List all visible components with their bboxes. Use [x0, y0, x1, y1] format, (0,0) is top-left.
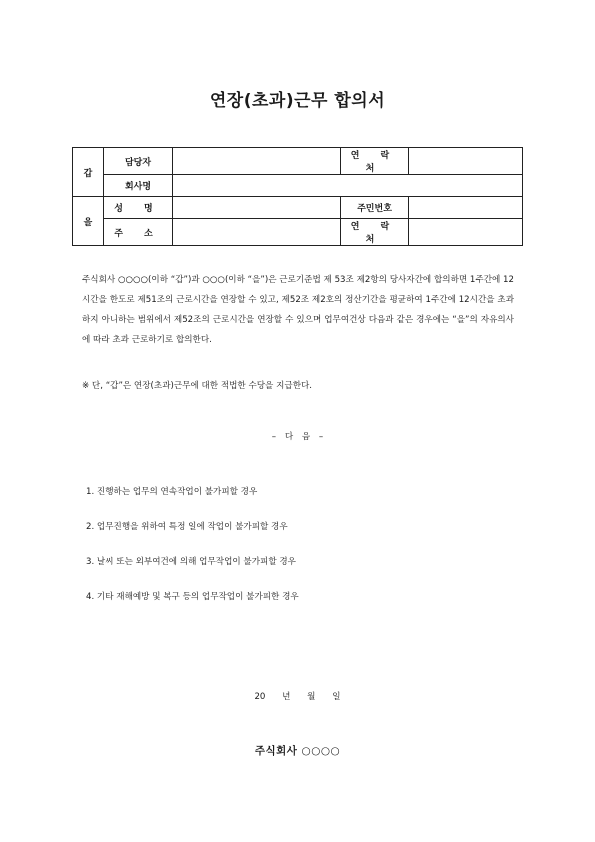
contact-field-b[interactable] [409, 219, 523, 246]
party-a-label: 갑 [73, 148, 104, 197]
contact-field-a[interactable] [409, 148, 523, 175]
signature-date: 20 년 월 일 [254, 692, 341, 702]
manager-field[interactable] [173, 148, 341, 175]
section-heading: – 다 음 – [271, 432, 324, 442]
contact-label-b: 연 락 처 [341, 219, 409, 246]
manager-label: 담당자 [104, 148, 173, 175]
list-item: 2. 업무진행을 위하여 특정 일에 작업이 불가피할 경우 [86, 522, 288, 532]
company-signature: 주식회사 ○○○○ [254, 745, 341, 757]
table-row [73, 175, 523, 197]
list-item: 1. 진행하는 업무의 연속작업이 불가피할 경우 [86, 487, 258, 497]
table-row [73, 197, 523, 219]
list-item: 4. 기타 재해예방 및 복구 등의 업무작업이 불가피한 경우 [86, 592, 299, 602]
name-label: 성 명 [104, 197, 173, 219]
id-number-label: 주민번호 [341, 197, 409, 219]
company-field[interactable] [173, 175, 523, 197]
conditions-list [86, 475, 299, 615]
name-field[interactable] [173, 197, 341, 219]
contact-label-a: 연 락 처 [341, 148, 409, 175]
address-label: 주 소 [104, 219, 173, 246]
id-number-field[interactable] [409, 197, 523, 219]
address-field[interactable] [173, 219, 341, 246]
info-table [72, 147, 523, 246]
agreement-paragraph: 주식회사 ○○○○(이하 “갑”)과 ○○○(이하 “을”)은 근로기준법 제 53조 제2항의 당사자간에 합의하면 1주간에 12시간을 한도로 제51조의 근로시간을 연장할 수 있고, 제52조 제2호의 정산기간을 평균하여 1주간에 12시간을 초과하지 아니하는 범위에서 제52조의 근로시간을 연장할 수 있으며 업무여건상 다음과 같은 경우에는 “을”의 자유의사에 따라 초과 근로하기로 합의한다. [82, 275, 514, 345]
company-label: 회사명 [104, 175, 173, 197]
allowance-note: ※ 단, “갑”은 연장(초과)근무에 대한 적법한 수당을 지급한다. [82, 381, 313, 391]
list-item: 3. 날씨 또는 외부여건에 의해 업무작업이 불가피할 경우 [86, 557, 296, 567]
table-row [73, 148, 523, 175]
document-title: 연장(초과)근무 합의서 [209, 91, 386, 111]
party-b-label: 을 [73, 197, 104, 246]
table-row [73, 219, 523, 246]
